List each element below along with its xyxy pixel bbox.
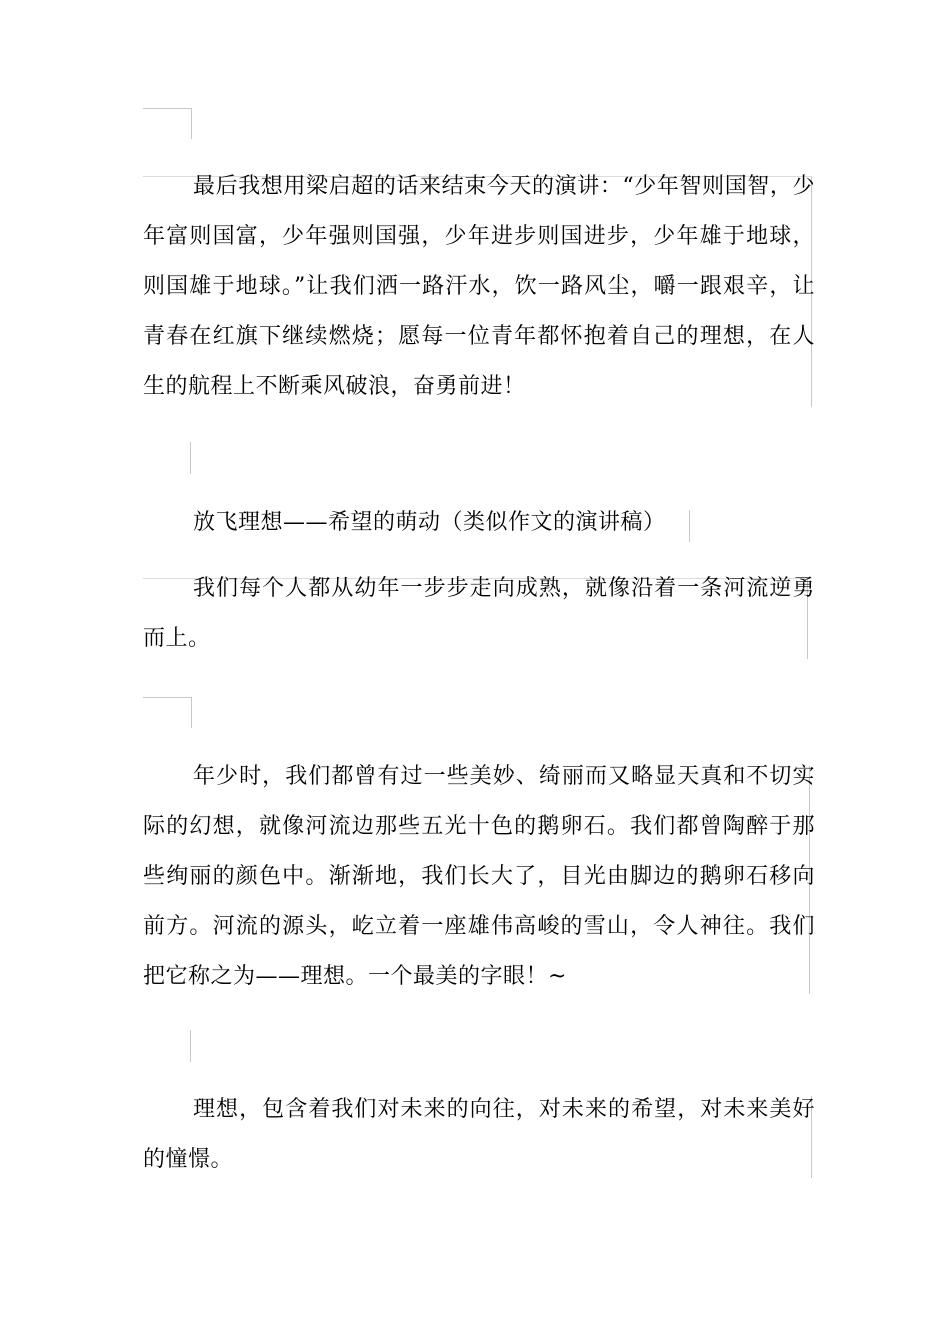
paragraph-mark xyxy=(143,108,192,139)
paragraph-youth: 年少时，我们都曾有过一些美妙、绮丽而又略显天真和不切实际的幻想，就像河流边那些五光十色的鹅卵石。我们都曾陶醉于那些绚丽的颜色中。渐渐地，我们长大了，目光由脚边的鹅卵石移向前方。河流的源头，屹立着一座雄伟高峻的雪山，令人神往。我们把它称之为——理想。一个最美的字眼！~ xyxy=(143,764,815,989)
paragraph-growth: 我们每个人都从幼年一步步走向成熟，就像沿着一条河流逆勇而上。 xyxy=(143,576,815,651)
paragraph-mark xyxy=(190,442,191,474)
paragraph-closing: 最后我想用梁启超的话来结束今天的演讲：“少年智则国智，少年富则国富，少年强则国强，少年进步则国进步，少年雄于地球，则国雄于地球。”让我们洒一路汗水，饮一路风尘，嚼一跟艰辛，让青春在红旗下继续燃烧；愿每一位青年都怀抱着自己的理想，在人生的航程上不断乘风破浪，奋勇前进！ xyxy=(143,174,815,399)
paragraph-ideal: 理想，包含着我们对未来的向往，对未来的希望，对未来美好的憧憬。 xyxy=(143,1097,815,1172)
paragraph-mark xyxy=(143,697,192,728)
section-title: 放飞理想——希望的萌动（类似作文的演讲稿） xyxy=(193,510,666,535)
paragraph-mark xyxy=(190,1030,191,1062)
